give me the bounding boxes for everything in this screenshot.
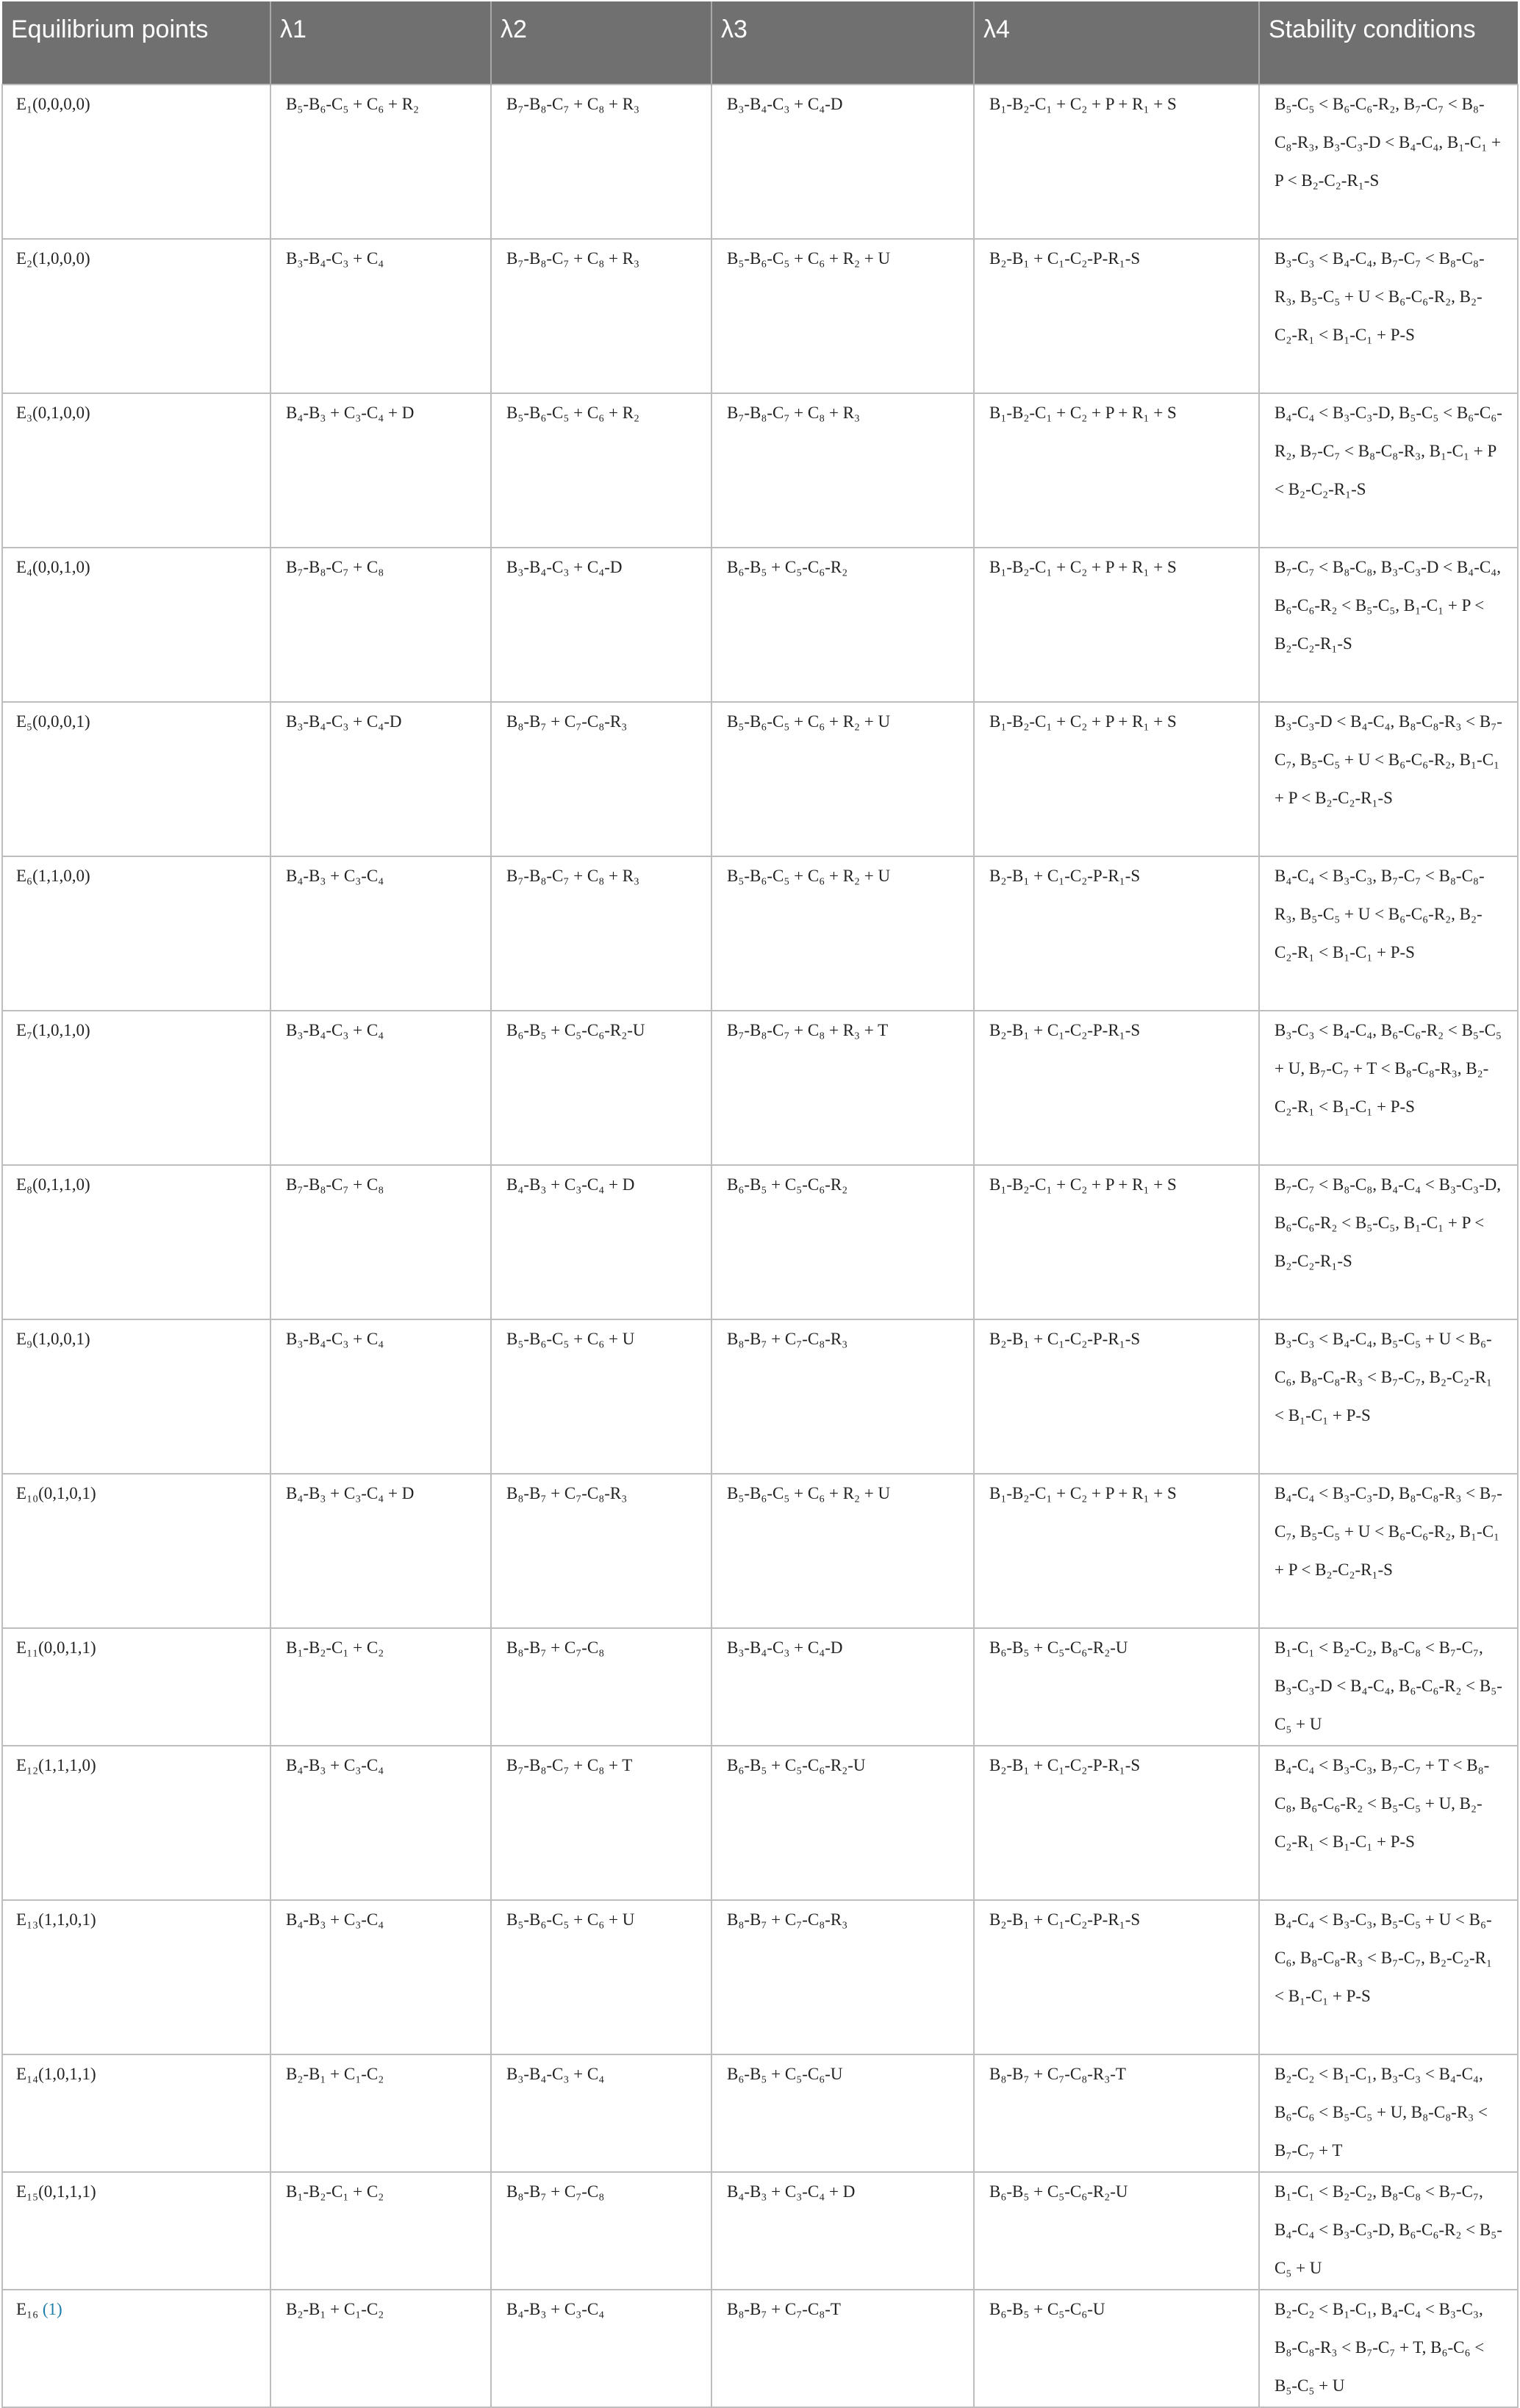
lambda-2-text: B₇-B₈-C₇ + C₈ + R₃ (506, 95, 640, 113)
lambda-4-text: B₁-B₂-C₁ + C₂ + P + R₁ + S (989, 1484, 1177, 1502)
lambda-4-cell (974, 702, 1259, 856)
stability-conditions-text: B₅-C₅ < B₆-C₆-R₂, B₇-C₇ < B₈-C₈-R₃, B₃-C₃-D < B₄-C₄, B₁-C₁ + P < B₂-C₂-R₁-S (1275, 95, 1501, 190)
stability-conditions-cell (1259, 1746, 1518, 1900)
equilibrium-point-text: E₁₁(0,0,1,1) (16, 1638, 96, 1657)
lambda-2-cell (491, 239, 711, 393)
lambda-2-cell (491, 548, 711, 702)
lambda-4-cell (974, 1746, 1259, 1900)
lambda-3-cell (711, 702, 974, 856)
equilibrium-point-text: E₆(1,1,0,0) (16, 867, 90, 885)
lambda-4-text: B₁-B₂-C₁ + C₂ + P + R₁ + S (989, 558, 1177, 576)
table-row (2, 239, 1518, 393)
table-row (2, 393, 1518, 548)
lambda-4-cell (974, 1900, 1259, 2054)
stability-conditions-text: B₇-C₇ < B₈-C₈, B₃-C₃-D < B₄-C₄, B₆-C₆-R₂ < B₅-C₅, B₁-C₁ + P < B₂-C₂-R₁-S (1275, 558, 1501, 653)
lambda-3-text: B₆-B₅ + C₅-C₆-R₂ (727, 1175, 848, 1194)
lambda-1-cell (270, 2054, 491, 2172)
lambda-3-text: B₇-B₈-C₇ + C₈ + R₃ (727, 404, 861, 422)
lambda-1-cell (270, 2172, 491, 2290)
lambda-3-text: B₄-B₃ + C₃-C₄ + D (727, 2182, 856, 2201)
table-row (2, 2290, 1518, 2407)
stability-conditions-text: B₁-C₁ < B₂-C₂, B₈-C₈ < B₇-C₇, B₃-C₃-D < B₄-C₄, B₆-C₆-R₂ < B₅-C₅ + U (1275, 1638, 1502, 1733)
lambda-2-cell (491, 2172, 711, 2290)
stability-conditions-cell (1259, 393, 1518, 548)
stability-conditions-text: B₃-C₃ < B₄-C₄, B₆-C₆-R₂ < B₅-C₅ + U, B₇-C₇ + T < B₈-C₈-R₃, B₂-C₂-R₁ < B₁-C₁ + P-S (1275, 1021, 1502, 1116)
lambda-2-cell (491, 1319, 711, 1474)
lambda-2-cell (491, 702, 711, 856)
equilibrium-point-cell (2, 1011, 270, 1165)
lambda-2-text: B₅-B₆-C₅ + C₆ + U (506, 1910, 635, 1929)
lambda-2-text: B₆-B₅ + C₅-C₆-R₂-U (506, 1021, 645, 1039)
equilibrium-point-cell (2, 1165, 270, 1319)
lambda-3-text: B₈-B₇ + C₇-C₈-R₃ (727, 1910, 848, 1929)
lambda-3-text: B₃-B₄-C₃ + C₄-D (727, 95, 843, 113)
stability-conditions-text: B₃-C₃ < B₄-C₄, B₇-C₇ < B₈-C₈-R₃, B₅-C₅ + U < B₆-C₆-R₂, B₂-C₂-R₁ < B₁-C₁ + P-S (1275, 249, 1485, 344)
equilibrium-point-text: E₅(0,0,0,1) (16, 712, 90, 731)
header-lambda-3: λ3 (711, 1, 974, 85)
lambda-3-cell (711, 1746, 974, 1900)
lambda-1-text: B₃-B₄-C₃ + C₄ (286, 1330, 384, 1348)
table-row (2, 2054, 1518, 2172)
stability-conditions-text: B₂-C₂ < B₁-C₁, B₄-C₄ < B₃-C₃, B₈-C₈-R₃ < B₇-C₇ + T, B₆-C₆ < B₅-C₅ + U (1275, 2300, 1485, 2395)
equilibrium-point-cell (2, 1746, 270, 1900)
lambda-4-cell (974, 1165, 1259, 1319)
table-row (2, 1319, 1518, 1474)
equilibrium-point-text: E₁₂(1,1,1,0) (16, 1756, 96, 1774)
lambda-2-cell (491, 1628, 711, 1746)
lambda-4-cell (974, 1628, 1259, 1746)
lambda-2-cell (491, 85, 711, 239)
lambda-4-cell (974, 2054, 1259, 2172)
lambda-4-text: B₁-B₂-C₁ + C₂ + P + R₁ + S (989, 1175, 1177, 1194)
lambda-2-text: B₄-B₃ + C₃-C₄ + D (506, 1175, 635, 1194)
lambda-4-cell (974, 1319, 1259, 1474)
equilibrium-point-cell (2, 1319, 270, 1474)
equilibrium-point-cell (2, 1628, 270, 1746)
lambda-3-cell (711, 1628, 974, 1746)
table-row (2, 2172, 1518, 2290)
lambda-1-cell (270, 85, 491, 239)
equilibrium-point-cell (2, 2172, 270, 2290)
lambda-4-text: B₁-B₂-C₁ + C₂ + P + R₁ + S (989, 404, 1177, 422)
lambda-3-cell (711, 393, 974, 548)
stability-conditions-text: B₇-C₇ < B₈-C₈, B₄-C₄ < B₃-C₃-D, B₆-C₆-R₂ < B₅-C₅, B₁-C₁ + P < B₂-C₂-R₁-S (1275, 1175, 1501, 1270)
stability-conditions-text: B₄-C₄ < B₃-C₃, B₅-C₅ + U < B₆-C₆, B₈-C₈-R₃ < B₇-C₇, B₂-C₂-R₁ < B₁-C₁ + P-S (1275, 1910, 1493, 2005)
stability-conditions-cell (1259, 2290, 1518, 2407)
lambda-1-text: B₅-B₆-C₅ + C₆ + R₂ (286, 95, 420, 113)
lambda-1-cell (270, 1474, 491, 1628)
lambda-3-cell (711, 2172, 974, 2290)
lambda-3-cell (711, 1165, 974, 1319)
table-row (2, 1746, 1518, 1900)
lambda-3-cell (711, 239, 974, 393)
lambda-1-cell (270, 1628, 491, 1746)
equilibrium-point-cell (2, 85, 270, 239)
table-row (2, 856, 1518, 1011)
stability-conditions-cell (1259, 1900, 1518, 2054)
lambda-2-cell (491, 1165, 711, 1319)
lambda-4-cell (974, 548, 1259, 702)
lambda-1-text: B₄-B₃ + C₃-C₄ (286, 867, 384, 885)
lambda-2-cell (491, 1011, 711, 1165)
lambda-1-cell (270, 856, 491, 1011)
lambda-1-text: B₃-B₄-C₃ + C₄-D (286, 712, 402, 731)
lambda-3-text: B₈-B₇ + C₇-C₈-R₃ (727, 1330, 848, 1348)
stability-conditions-text: B₄-C₄ < B₃-C₃, B₇-C₇ < B₈-C₈-R₃, B₅-C₅ + U < B₆-C₆-R₂, B₂-C₂-R₁ < B₁-C₁ + P-S (1275, 867, 1485, 961)
lambda-2-cell (491, 2054, 711, 2172)
lambda-2-text: B₈-B₇ + C₇-C₈ (506, 2182, 605, 2201)
lambda-1-text: B₂-B₁ + C₁-C₂ (286, 2065, 384, 2083)
lambda-2-cell (491, 1900, 711, 2054)
lambda-4-cell (974, 85, 1259, 239)
lambda-3-cell (711, 856, 974, 1011)
lambda-4-text: B₂-B₁ + C₁-C₂-P-R₁-S (989, 249, 1141, 268)
lambda-3-text: B₇-B₈-C₇ + C₈ + R₃ + T (727, 1021, 889, 1039)
equilibrium-point-cell (2, 1900, 270, 2054)
lambda-2-cell (491, 1474, 711, 1628)
lambda-4-text: B₂-B₁ + C₁-C₂-P-R₁-S (989, 1330, 1141, 1348)
lambda-4-cell (974, 856, 1259, 1011)
stability-conditions-cell (1259, 856, 1518, 1011)
header-lambda-2: λ2 (491, 1, 711, 85)
header-lambda-1: λ1 (270, 1, 491, 85)
equilibrium-point-cell (2, 856, 270, 1011)
stability-conditions-text: B₁-C₁ < B₂-C₂, B₈-C₈ < B₇-C₇, B₄-C₄ < B₃-C₃-D, B₆-C₆-R₂ < B₅-C₅ + U (1275, 2182, 1502, 2277)
stability-conditions-text: B₃-C₃ < B₄-C₄, B₅-C₅ + U < B₆-C₆, B₈-C₈-R₃ < B₇-C₇, B₂-C₂-R₁ < B₁-C₁ + P-S (1275, 1330, 1493, 1425)
lambda-2-text: B₇-B₈-C₇ + C₈ + T (506, 1756, 633, 1774)
lambda-3-text: B₃-B₄-C₃ + C₄-D (727, 1638, 843, 1657)
lambda-3-cell (711, 1900, 974, 2054)
lambda-2-text: B₄-B₃ + C₃-C₄ (506, 2300, 605, 2318)
lambda-2-cell (491, 856, 711, 1011)
header-equilibrium-points: Equilibrium points (2, 1, 270, 85)
lambda-2-text: B₈-B₇ + C₇-C₈-R₃ (506, 1484, 628, 1502)
stability-conditions-cell (1259, 1474, 1518, 1628)
equilibrium-point-text: E₁₅(0,1,1,1) (16, 2182, 96, 2201)
lambda-1-cell (270, 1011, 491, 1165)
stability-conditions-cell (1259, 702, 1518, 856)
equilibrium-point-text: E₁₆ (16, 2300, 43, 2318)
stability-conditions-cell (1259, 2054, 1518, 2172)
lambda-1-text: B₂-B₁ + C₁-C₂ (286, 2300, 384, 2318)
table-row (2, 1011, 1518, 1165)
lambda-4-text: B₂-B₁ + C₁-C₂-P-R₁-S (989, 1756, 1141, 1774)
lambda-1-text: B₄-B₃ + C₃-C₄ (286, 1756, 384, 1774)
lambda-1-cell (270, 1746, 491, 1900)
equilibrium-point-cell (2, 548, 270, 702)
lambda-1-cell (270, 548, 491, 702)
stability-conditions-cell (1259, 1628, 1518, 1746)
lambda-4-cell (974, 2290, 1259, 2407)
table-row (2, 1628, 1518, 1746)
lambda-4-text: B₆-B₅ + C₅-C₆-U (989, 2300, 1105, 2318)
lambda-1-cell (270, 2290, 491, 2407)
equilibrium-point-text: E₇(1,0,1,0) (16, 1021, 90, 1039)
lambda-3-text: B₅-B₆-C₅ + C₆ + R₂ + U (727, 712, 891, 731)
lambda-2-text: B₃-B₄-C₃ + C₄-D (506, 558, 623, 576)
lambda-1-cell (270, 1319, 491, 1474)
lambda-3-text: B₅-B₆-C₅ + C₆ + R₂ + U (727, 249, 891, 268)
equilibrium-point-text: E₁₀(0,1,0,1) (16, 1484, 96, 1502)
equilibrium-point-text: E₁₃(1,1,0,1) (16, 1910, 96, 1929)
lambda-1-cell (270, 393, 491, 548)
lambda-2-cell (491, 2290, 711, 2407)
lambda-2-text: B₃-B₄-C₃ + C₄ (506, 2065, 605, 2083)
lambda-2-text: B₇-B₈-C₇ + C₈ + R₃ (506, 867, 640, 885)
equilibrium-point-text: E₂(1,0,0,0) (16, 249, 90, 268)
lambda-1-cell (270, 239, 491, 393)
lambda-2-text: B₅-B₆-C₅ + C₆ + U (506, 1330, 635, 1348)
lambda-4-text: B₂-B₁ + C₁-C₂-P-R₁-S (989, 1021, 1141, 1039)
lambda-2-text: B₅-B₆-C₅ + C₆ + R₂ (506, 404, 640, 422)
equilibrium-point-cell (2, 239, 270, 393)
lambda-3-cell (711, 2054, 974, 2172)
lambda-4-text: B₈-B₇ + C₇-C₈-R₃-T (989, 2065, 1126, 2083)
table-row (2, 85, 1518, 239)
lambda-3-cell (711, 85, 974, 239)
lambda-4-text: B₂-B₁ + C₁-C₂-P-R₁-S (989, 1910, 1141, 1929)
lambda-1-cell (270, 1165, 491, 1319)
lambda-1-text: B₃-B₄-C₃ + C₄ (286, 249, 384, 268)
equilibrium-point-cell (2, 1474, 270, 1628)
lambda-4-text: B₂-B₁ + C₁-C₂-P-R₁-S (989, 867, 1141, 885)
lambda-1-text: B₄-B₃ + C₃-C₄ + D (286, 1484, 415, 1502)
table-row (2, 1165, 1518, 1319)
equilibrium-point-text: E₈(0,1,1,0) (16, 1175, 90, 1194)
lambda-4-cell (974, 2172, 1259, 2290)
lambda-3-cell (711, 2290, 974, 2407)
lambda-3-text: B₅-B₆-C₅ + C₆ + R₂ + U (727, 867, 891, 885)
lambda-3-cell (711, 1319, 974, 1474)
equilibrium-point-text: E₄(0,0,1,0) (16, 558, 90, 576)
lambda-4-cell (974, 1011, 1259, 1165)
lambda-4-text: B₆-B₅ + C₅-C₆-R₂-U (989, 1638, 1128, 1657)
table-row (2, 1474, 1518, 1628)
equilibrium-point-text: E₃(0,1,0,0) (16, 404, 90, 422)
lambda-1-text: B₇-B₈-C₇ + C₈ (286, 558, 384, 576)
table-header (2, 1, 1518, 85)
stability-conditions-cell (1259, 2172, 1518, 2290)
lambda-2-cell (491, 1746, 711, 1900)
header-stability-conditions: Stability conditions (1259, 1, 1518, 85)
equilibrium-table (1, 1, 1519, 2408)
table-row (2, 1900, 1518, 2054)
equilibrium-point-cell (2, 393, 270, 548)
lambda-1-cell (270, 1900, 491, 2054)
equilibrium-point-cell (2, 2054, 270, 2172)
stability-conditions-cell (1259, 1319, 1518, 1474)
lambda-3-cell (711, 548, 974, 702)
lambda-3-text: B₆-B₅ + C₅-C₆-R₂-U (727, 1756, 866, 1774)
equilibrium-point-cell (2, 702, 270, 856)
lambda-1-text: B₁-B₂-C₁ + C₂ (286, 2182, 384, 2201)
lambda-4-text: B₁-B₂-C₁ + C₂ + P + R₁ + S (989, 712, 1177, 731)
lambda-3-cell (711, 1474, 974, 1628)
table-row (2, 702, 1518, 856)
lambda-3-cell (711, 1011, 974, 1165)
stability-conditions-cell (1259, 548, 1518, 702)
stability-conditions-text: B₃-C₃-D < B₄-C₄, B₈-C₈-R₃ < B₇-C₇, B₅-C₅ + U < B₆-C₆-R₂, B₁-C₁ + P < B₂-C₂-R₁-S (1275, 712, 1502, 807)
stability-conditions-cell (1259, 85, 1518, 239)
lambda-4-text: B₁-B₂-C₁ + C₂ + P + R₁ + S (989, 95, 1177, 113)
stability-conditions-cell (1259, 1165, 1518, 1319)
lambda-4-text: B₆-B₅ + C₅-C₆-R₂-U (989, 2182, 1128, 2201)
citation-link[interactable]: (1) (42, 2300, 62, 2318)
lambda-1-text: B₁-B₂-C₁ + C₂ (286, 1638, 384, 1657)
stability-conditions-cell (1259, 1011, 1518, 1165)
stability-conditions-text: B₄-C₄ < B₃-C₃-D, B₈-C₈-R₃ < B₇-C₇, B₅-C₅ + U < B₆-C₆-R₂, B₁-C₁ + P < B₂-C₂-R₁-S (1275, 1484, 1502, 1579)
lambda-4-cell (974, 1474, 1259, 1628)
equilibrium-point-cell (2, 2290, 270, 2407)
lambda-1-text: B₄-B₃ + C₃-C₄ + D (286, 404, 415, 422)
lambda-4-cell (974, 393, 1259, 548)
lambda-1-text: B₃-B₄-C₃ + C₄ (286, 1021, 384, 1039)
lambda-1-cell (270, 702, 491, 856)
stability-conditions-text: B₄-C₄ < B₃-C₃, B₇-C₇ + T < B₈-C₈, B₆-C₆-R₂ < B₅-C₅ + U, B₂-C₂-R₁ < B₁-C₁ + P-S (1275, 1756, 1490, 1851)
equilibrium-point-text: E₉(1,0,0,1) (16, 1330, 90, 1348)
equilibrium-point-text: E₁(0,0,0,0) (16, 95, 90, 113)
lambda-3-text: B₆-B₅ + C₅-C₆-R₂ (727, 558, 848, 576)
lambda-3-text: B₈-B₇ + C₇-C₈-T (727, 2300, 841, 2318)
lambda-2-text: B₈-B₇ + C₇-C₈ (506, 1638, 605, 1657)
lambda-2-text: B₇-B₈-C₇ + C₈ + R₃ (506, 249, 640, 268)
stability-conditions-text: B₂-C₂ < B₁-C₁, B₃-C₃ < B₄-C₄, B₆-C₆ < B₅-C₅ + U, B₈-C₈-R₃ < B₇-C₇ + T (1275, 2065, 1488, 2160)
stability-conditions-cell (1259, 239, 1518, 393)
header-lambda-4: λ4 (974, 1, 1259, 85)
lambda-3-text: B₅-B₆-C₅ + C₆ + R₂ + U (727, 1484, 891, 1502)
header-row (2, 1, 1518, 85)
stability-conditions-text: B₄-C₄ < B₃-C₃-D, B₅-C₅ < B₆-C₆-R₂, B₇-C₇ < B₈-C₈-R₃, B₁-C₁ + P < B₂-C₂-R₁-S (1275, 404, 1502, 498)
table-row (2, 548, 1518, 702)
lambda-2-text: B₈-B₇ + C₇-C₈-R₃ (506, 712, 628, 731)
equilibrium-point-text: E₁₄(1,0,1,1) (16, 2065, 96, 2083)
lambda-1-text: B₄-B₃ + C₃-C₄ (286, 1910, 384, 1929)
table-body (2, 85, 1518, 2407)
lambda-2-cell (491, 393, 711, 548)
lambda-1-text: B₇-B₈-C₇ + C₈ (286, 1175, 384, 1194)
lambda-4-cell (974, 239, 1259, 393)
lambda-3-text: B₆-B₅ + C₅-C₆-U (727, 2065, 843, 2083)
